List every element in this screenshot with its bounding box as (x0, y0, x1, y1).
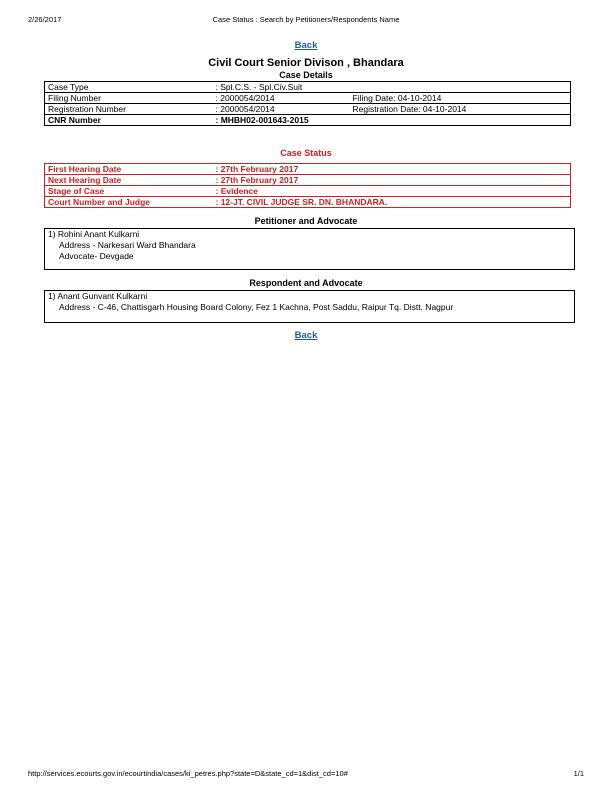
filing-date: Filing Date: 04-10-2014 (350, 93, 571, 104)
table-row (45, 115, 571, 126)
filing-number-label: Filing Number (45, 93, 213, 104)
petitioner-address: Address - Narkesari Ward Bhandara (59, 240, 196, 250)
table-row (45, 104, 571, 115)
registration-number-value: : 2000054/2014 (213, 104, 350, 115)
petitioner-name: 1) Rohini Anant Kulkarni (48, 229, 140, 239)
table-row (45, 186, 571, 197)
respondent-box (44, 290, 575, 323)
respondent-name: 1) Anant Gunvant Kulkarni (48, 291, 148, 301)
petitioner-heading: Petitioner and Advocate (254, 216, 358, 226)
stage-label: Stage of Case (45, 186, 213, 197)
case-status-heading: Case Status (280, 148, 332, 158)
case-type-value: : Spl.C.S. - Spl.Civ.Suit (215, 82, 303, 92)
cnr-label: CNR Number (45, 115, 213, 126)
filing-number-value: : 2000054/2014 (213, 93, 350, 104)
print-date: 2/26/2017 (28, 15, 62, 24)
print-title: Case Status : Search by Petitioners/Respondents Name (212, 15, 400, 24)
table-row (45, 175, 571, 186)
next-hearing-label: Next Hearing Date (45, 175, 213, 186)
case-type-label: Case Type (48, 82, 89, 92)
back-link-bottom[interactable]: Back (294, 330, 318, 341)
petitioner-advocate: Advocate- Devgade (59, 251, 134, 261)
petitioner-box (44, 228, 575, 270)
next-hearing-value: : 27th February 2017 (213, 175, 571, 186)
registration-number-label: Registration Number (45, 104, 213, 115)
first-hearing-label: First Hearing Date (48, 164, 122, 174)
respondent-address: Address - C-46, Chattisgarh Housing Board Colony, Fez 1 Kachna, Post Saddu, Raipur Tq. Distt. Nagpur (59, 302, 454, 312)
case-details-table (44, 81, 571, 126)
page-number: 1/1 (573, 769, 584, 778)
registration-date: Registration Date: 04-10-2014 (350, 104, 571, 115)
table-row (45, 164, 571, 175)
back-link-top[interactable]: Back (294, 40, 318, 51)
court-name: Civil Court Senior Divison , Bhandara (208, 57, 404, 69)
case-details-heading: Case Details (279, 70, 333, 80)
court-judge-label: Court Number and Judge (45, 197, 213, 208)
table-row (45, 197, 571, 208)
table-row (45, 82, 571, 93)
first-hearing-value: : 27th February 2017 (215, 164, 299, 174)
respondent-heading: Respondent and Advocate (249, 278, 363, 288)
case-status-table (44, 163, 571, 208)
stage-value: : Evidence (213, 186, 571, 197)
table-row (45, 93, 571, 104)
court-judge-value: : 12-JT. CIVIL JUDGE SR. DN. BHANDARA. (213, 197, 571, 208)
print-url: http://services.ecourts.gov.in/ecourtindia/cases/ki_petres.php?state=D&state_cd=1&dist_cd=10# (28, 769, 348, 778)
cnr-value: : MHBH02-001643-2015 (213, 115, 350, 126)
